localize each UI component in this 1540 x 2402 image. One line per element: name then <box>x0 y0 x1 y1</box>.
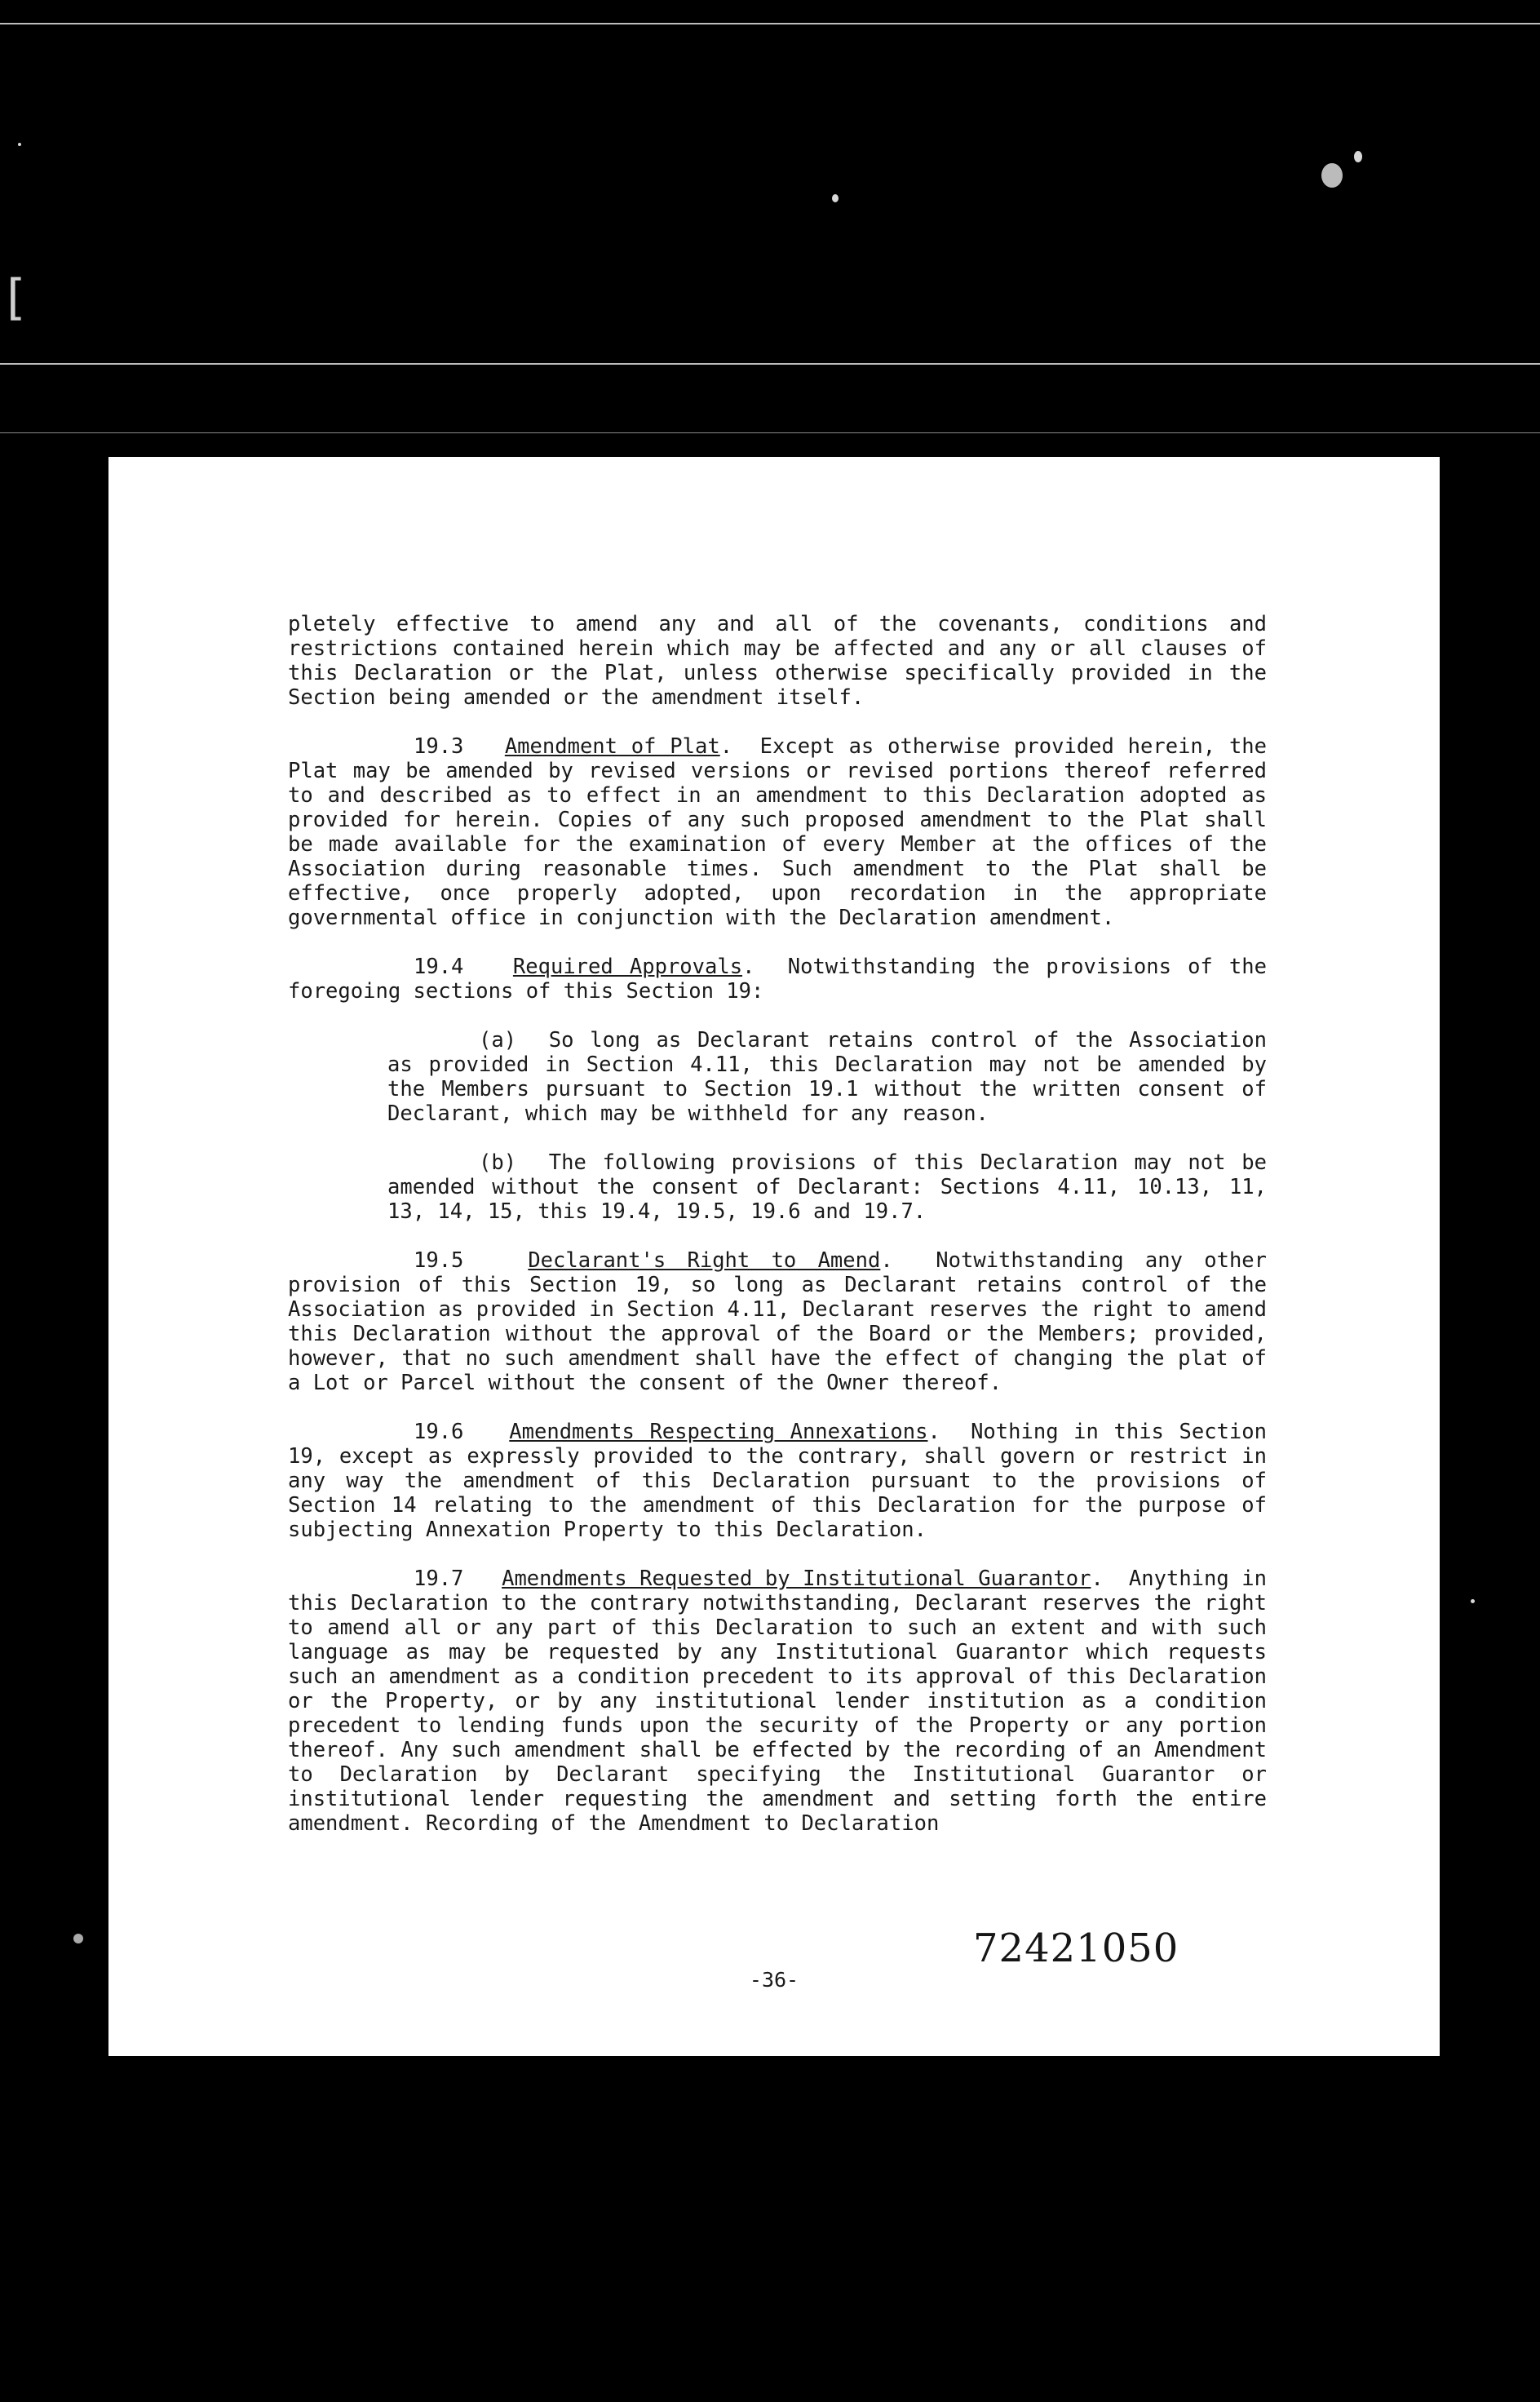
section-19-3: 19.3 Amendment of Plat. Except as otherwise provided herein, the Plat may be amended by revised versions or revised portions thereof referred to and described as to effect in an amendment to this Declaration adopted as provided for herein. Copies of any such proposed amendment to the Plat shall be made available for the examination of every Member at the offices of the Association during reasonable times. Such amendment to the Plat shall be effective, once properly adopted, upon recordation in the appropriate governmental office in conjunction with the Declaration amendment. <box>288 734 1267 930</box>
section-number: 19.5 <box>414 1248 464 1273</box>
section-heading: Required Approvals <box>512 955 743 979</box>
scan-rule-top <box>0 23 1540 24</box>
scan-speck <box>73 1934 83 1943</box>
section-text: Anything in this Declaration to the contrary notwithstanding, Declarant reserves the right to amend all or any part of this Declaration to such an extent and with such language as may be requested by any Institutional Guarantor which requests such an amendment as a condition precedent to its approval of this Declaration or the Property, or by any institutional lender institution as a condition precedent to lending funds upon the security of the Property or any portion thereof. Any such amendment shall be effected by the recording of an Amendment to Declaration by Declarant specifying the Institutional Guarantor or institutional lender requesting the amendment and setting forth the entire amendment. Recording of the Amendment to Declaration <box>288 1567 1267 1836</box>
section-19-7: 19.7 Amendments Requested by Institutional Guarantor. Anything in this Declaration to the contrary notwithstanding, Declarant reserves the right to amend all or any part of this Declaration to such an extent and with such language as may be requested by any Institutional Guarantor which requests such an amendment as a condition precedent to its approval of this Declaration or the Property, or by any institutional lender institution as a condition precedent to lending funds upon the security of the Property or any portion thereof. Any such amendment shall be effected by the recording of an Amendment to Declaration by Declarant specifying the Institutional Guarantor or institutional lender requesting the amendment and setting forth the entire amendment. Recording of the Amendment to Declaration <box>288 1567 1267 1836</box>
scan-speck <box>18 143 21 146</box>
scan-speck <box>1354 151 1362 162</box>
section-heading: Amendments Respecting Annexations <box>509 1420 928 1444</box>
subsection-label: (b) <box>479 1150 517 1175</box>
section-number: 19.6 <box>414 1420 464 1444</box>
section-19-4: 19.4 Required Approvals. Notwithstanding the provisions of the foregoing sections of this Section 19: <box>288 955 1267 1004</box>
section-heading: Amendments Requested by Institutional Guarantor <box>502 1567 1091 1591</box>
section-19-6: 19.6 Amendments Respecting Annexations. Nothing in this Section 19, except as expressly provided to the contrary, shall govern or restrict in any way the amendment of this Declaration pursuant to the provisions of Section 14 relating to the amendment of this Declaration for the purpose of subjecting Annexation Property to this Declaration. <box>288 1420 1267 1542</box>
recording-page: 1050 <box>1076 1926 1179 1971</box>
subsection-b <box>387 1150 1267 1224</box>
scan-bracket-mark: [ <box>7 269 26 326</box>
section-heading: Declarant's Right to Amend <box>528 1248 881 1273</box>
section-number: 19.7 <box>414 1567 464 1591</box>
section-text: Nothing in this Section 19, except as expressly provided to the contrary, shall govern or restrict in any way the amendment of this Declaration pursuant to the provisions of Section 14 relating to the amendment of this Declaration for the purpose of subjecting Annexation Property to this Declaration. <box>288 1420 1267 1542</box>
section-heading: Amendment of Plat <box>504 734 720 759</box>
section-19-5: 19.5 Declarant's Right to Amend. Notwithstanding any other provision of this Section 19, so long as Declarant retains control of the Association as provided in Section 4.11, Declarant reserves the right to amend this Declaration without the approval of the Board or the Members; provided, however, that no such amendment shall have the effect of changing the plat of a Lot or Parcel without the consent of the Owner thereof. <box>288 1248 1267 1395</box>
recording-stamp <box>973 1926 1179 1971</box>
recording-book: 7242 <box>973 1926 1077 1971</box>
page-number: -36- <box>749 1968 799 1992</box>
scan-speck <box>1471 1599 1475 1603</box>
paragraph-text: pletely effective to amend any and all of the covenants, conditions and restrictions contained herein which may be affected and any or all clauses of this Declaration or the Plat, unless otherwise specifically provided in the Section being amended or the amendment itself. <box>288 612 1267 710</box>
subsection-text: The following provisions of this Declaration may not be amended without the consent of Declarant: Sections 4.11, 10.13, 11, 13, 14, 15, this 19.4, 19.5, 19.6 and 19.7. <box>387 1150 1267 1224</box>
subsection-label: (a) <box>479 1028 517 1053</box>
paragraph-continuation <box>288 612 1267 710</box>
section-text: Notwithstanding any other provision of this Section 19, so long as Declarant retains control of the Association as provided in Section 4.11, Declarant reserves the right to amend this Declaration without the approval of the Board or the Members; provided, however, that no such amendment shall have the effect of changing the plat of a Lot or Parcel without the consent of the Owner thereof. <box>288 1248 1267 1395</box>
section-number: 19.4 <box>414 955 464 979</box>
document-body <box>288 612 1267 1860</box>
document-page <box>108 457 1440 2056</box>
scan-speck <box>832 194 839 202</box>
scan-speck <box>1321 163 1343 188</box>
scan-rule-lower <box>0 432 1540 433</box>
subsection-text: So long as Declarant retains control of the Association as provided in Section 4.11, this Declaration may not be amended by the Members pursuant to Section 19.1 without the written consent of Declarant, which may be withheld for any reason. <box>387 1028 1267 1126</box>
subsection-a <box>387 1028 1267 1126</box>
section-text: Except as otherwise provided herein, the Plat may be amended by revised versions or revised portions thereof referred to and described as to effect in an amendment to this Declaration adopted as provided for herein. Copies of any such proposed amendment to the Plat shall be made available for the examination of every Member at the offices of the Association during reasonable times. Such amendment to the Plat shall be effective, once properly adopted, upon recordation in the appropriate governmental office in conjunction with the Declaration amendment. <box>288 734 1267 930</box>
section-text: Notwithstanding the provisions of the foregoing sections of this Section 19: <box>288 955 1267 1004</box>
scan-rule-upper <box>0 363 1540 365</box>
section-number: 19.3 <box>414 734 464 759</box>
